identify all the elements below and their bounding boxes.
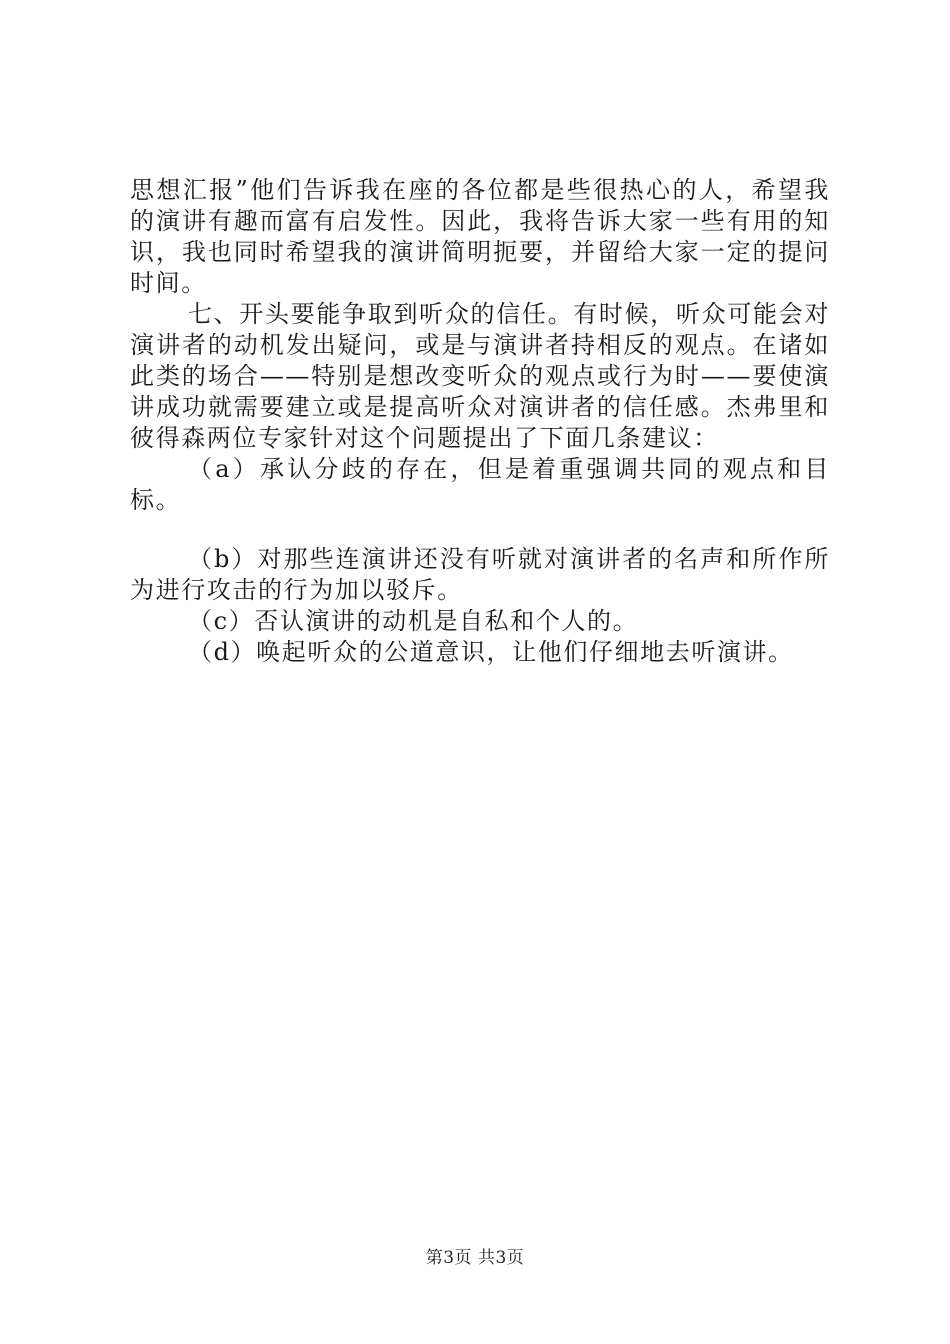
page-number-label: 第3页 共3页 — [425, 1248, 525, 1268]
list-item-c: （c）否认演讲的动机是自私和个人的。 — [188, 607, 639, 635]
document-body — [130, 175, 830, 668]
page-footer — [0, 1243, 950, 1268]
list-item-a: （a）承认分歧的存在，但是着重强调共同的观点和目标。 — [130, 455, 830, 514]
paragraph-section-seven: 七、开头要能争取到听众的信任。有时候，听众可能会对演讲者的动机发出疑问，或是与演讲者持相反的观点。在诸如此类的场合——特别是想改变听众的观点或行为时——要使演讲成功就需要建立或是提高听众对演讲者的信任感。杰弗里和彼得森两位专家针对这个问题提出了下面几条建议： — [130, 300, 830, 452]
paragraph-continuation: 思想汇报”他们告诉我在座的各位都是些很热心的人，希望我的演讲有趣而富有启发性。因此，我将告诉大家一些有用的知识，我也同时希望我的演讲简明扼要，并留给大家一定的提问时间。 — [130, 176, 830, 297]
list-item-d: （d）唤起听众的公道意识，让他们仔细地去听演讲。 — [188, 638, 794, 666]
list-item-b: （b）对那些连演讲还没有听就对演讲者的名声和所作所为进行攻击的行为加以驳斥。 — [130, 545, 830, 604]
